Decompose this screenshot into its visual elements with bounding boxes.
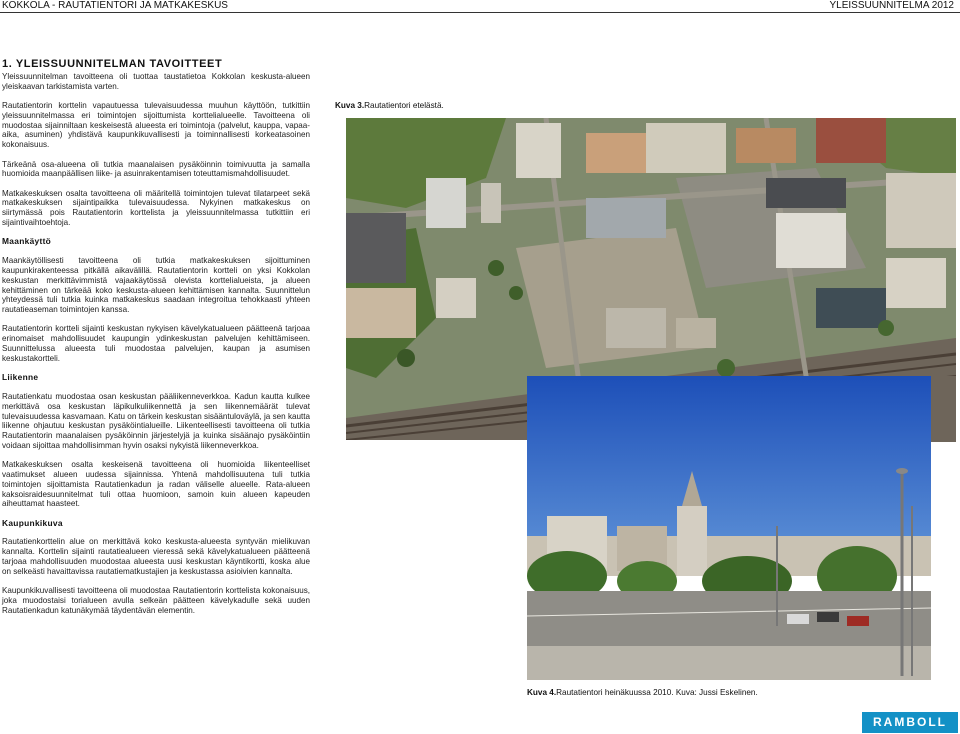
paragraph: Kaupunkikuvallisesti tavoitteena oli muodostaa Rautatientorin korttelista kokonaisuus, joka muodostaisi torialueen avulla selkeän päätteen kävelykadulle sekä uuden Rautatienkadun katunäkymää täydentävän elementin. [2,586,310,615]
header-rule [0,12,960,13]
paragraph: Matkakeskuksen osalta keskeisenä tavoitteena oli huomioida liikenteelliset vaatimukset alueen uudessa sijainnissa. Yhtenä mahdollisuutena tuli tutkia toimintojen sijoittamista Rautatienkadun ja radan väliselle alueelle. Rata-alueen kaksoisraidesuunnitelmat tuli ottaa huomioon, samoin kuin alueen kapeuden aiheuttamat haasteet. [2,460,310,509]
header-report-title: YLEISSUUNNITELMA 2012 [829,0,954,11]
subheading-maankaytto: Maankäyttö [2,236,52,247]
aerial-photo-edge [931,376,956,442]
header-document-title: KOKKOLA - RAUTATIENTORI JA MATKAKESKUS [2,0,228,11]
paragraph: Rautatienkatu muodostaa osan keskustan pääliikenneverkkoa. Kadun kautta kulkee merkittävä osa keskustan läpikulkuliikennettä ja sen liikennemäärät tulevat tulevaisuudessa kasvamaan. Katu on tärkein keskustan sisääntuloväylä, ja sen kautta liikenne ohjautuu keskustan pysäköintialueille. Liikenteellisesti tavoitteena oli tutkia Rautatientorin maanalaisen pysäköinnin järjestelyjä ja kuinka sisäänajo pysäköintiin voidaan sijoittaa mahdollisimman hyvin osaksi nykyistä liikenneverkkoa. [2,391,310,450]
street-photo [527,376,931,680]
figure-3-text: Rautatientori etelästä. [364,101,444,110]
figure-4-text: Rautatientori heinäkuussa 2010. Kuva: Jussi Eskelinen. [556,688,758,697]
paragraph: Rautatientorin kortteli sijainti keskustan nykyisen kävelykatualueen päätteenä tarjoaa erinomaiset mahdollisuudet kaupungin ydinkeskustan palvelujen kehittämiseen. Suunnittelussa alueesta tuli muodostaa palvelujen, kaupan ja asumisen keskustakortteli. [2,324,310,363]
paragraph: Rautatientorin korttelin vapautuessa tulevaisuudessa muuhun käyttöön, tutkittiin yleissuunnitelmassa eri toimintojen sijoittumista korttelialueelle. Tavoitteena oli muodostaa sijainniltaan keskeisestä alueesta eri toimintoja (palvelut, kauppa, vapaa-aika, asuminen) yhdistävä kaupunkikuvallisesti ja toiminnallisesti korkeatasoinen kokonaisuus. [2,101,310,150]
figure-4-label: Kuva 4. [527,688,557,697]
figure-3-caption [335,101,444,110]
ramboll-logo: RAMBOLL [862,712,958,733]
section-title: 1. YLEISSUUNNITELMAN TAVOITTEET [2,58,223,70]
figure-3-label: Kuva 3. [335,101,365,110]
paragraph: Yleissuunnitelman tavoitteena oli tuottaa taustatietoa Kokkolan keskusta-alueen yleiskaavan tarkistamista varten. [2,72,310,91]
subheading-kaupunkikuva: Kaupunkikuva [2,517,63,528]
paragraph: Tärkeänä osa-alueena oli tutkia maanalaisen pysäköinnin toimivuutta ja samalla huomioida maanpäällisen liike- ja asuinrakentamisen toteuttamismahdollisuudet. [2,159,310,179]
figure-4-caption [527,688,758,697]
paragraph: Matkakeskuksen osalta tavoitteena oli määritellä toimintojen tulevat tilatarpeet sekä matkakeskuksen sijaintipaikka tulevaisuudessa. Nykyinen matkakeskus on siirtymässä pois Rautatientorin korttelista ja yleissuunnitelmassa tutkittiin eri sijaintivaihtoehtoja. [2,188,310,228]
body-text-column [2,72,310,625]
subheading-liikenne: Liikenne [2,372,39,383]
paragraph: Maankäytöllisesti tavoitteena oli tutkia matkakeskuksen sijoittuminen kaupunkirakenteessa pitkällä aikavälillä. Rautatientorin kortteli on yksi Kokkolan keskustan merkittävimmistä vajaakäytössä olevista korttelialueista, ja alueen kehittäminen on tärkeää koko keskusta-alueen kehittämisen kannalta. Suunnittelun yhteydessä tuli tutkia kuinka matkakeskus saadaan integroitua tehokkaasti yhteen rautatieaseman toimintojen kanssa. [2,256,310,315]
paragraph: Rautatienkorttelin alue on merkittävä koko keskusta-alueesta syntyvän mielikuvan kannalta. Korttelin sijainti rautatiealueen vieressä sekä kävelykatualueen päätteenä tarjoaa mahdollisuuden muodostaa alueesta uusi keskustan käyntikortti, koska alue on selkeästi havaittavissa rautatiematkustajien ja keskustassa asioivien kannalta. [2,537,310,576]
